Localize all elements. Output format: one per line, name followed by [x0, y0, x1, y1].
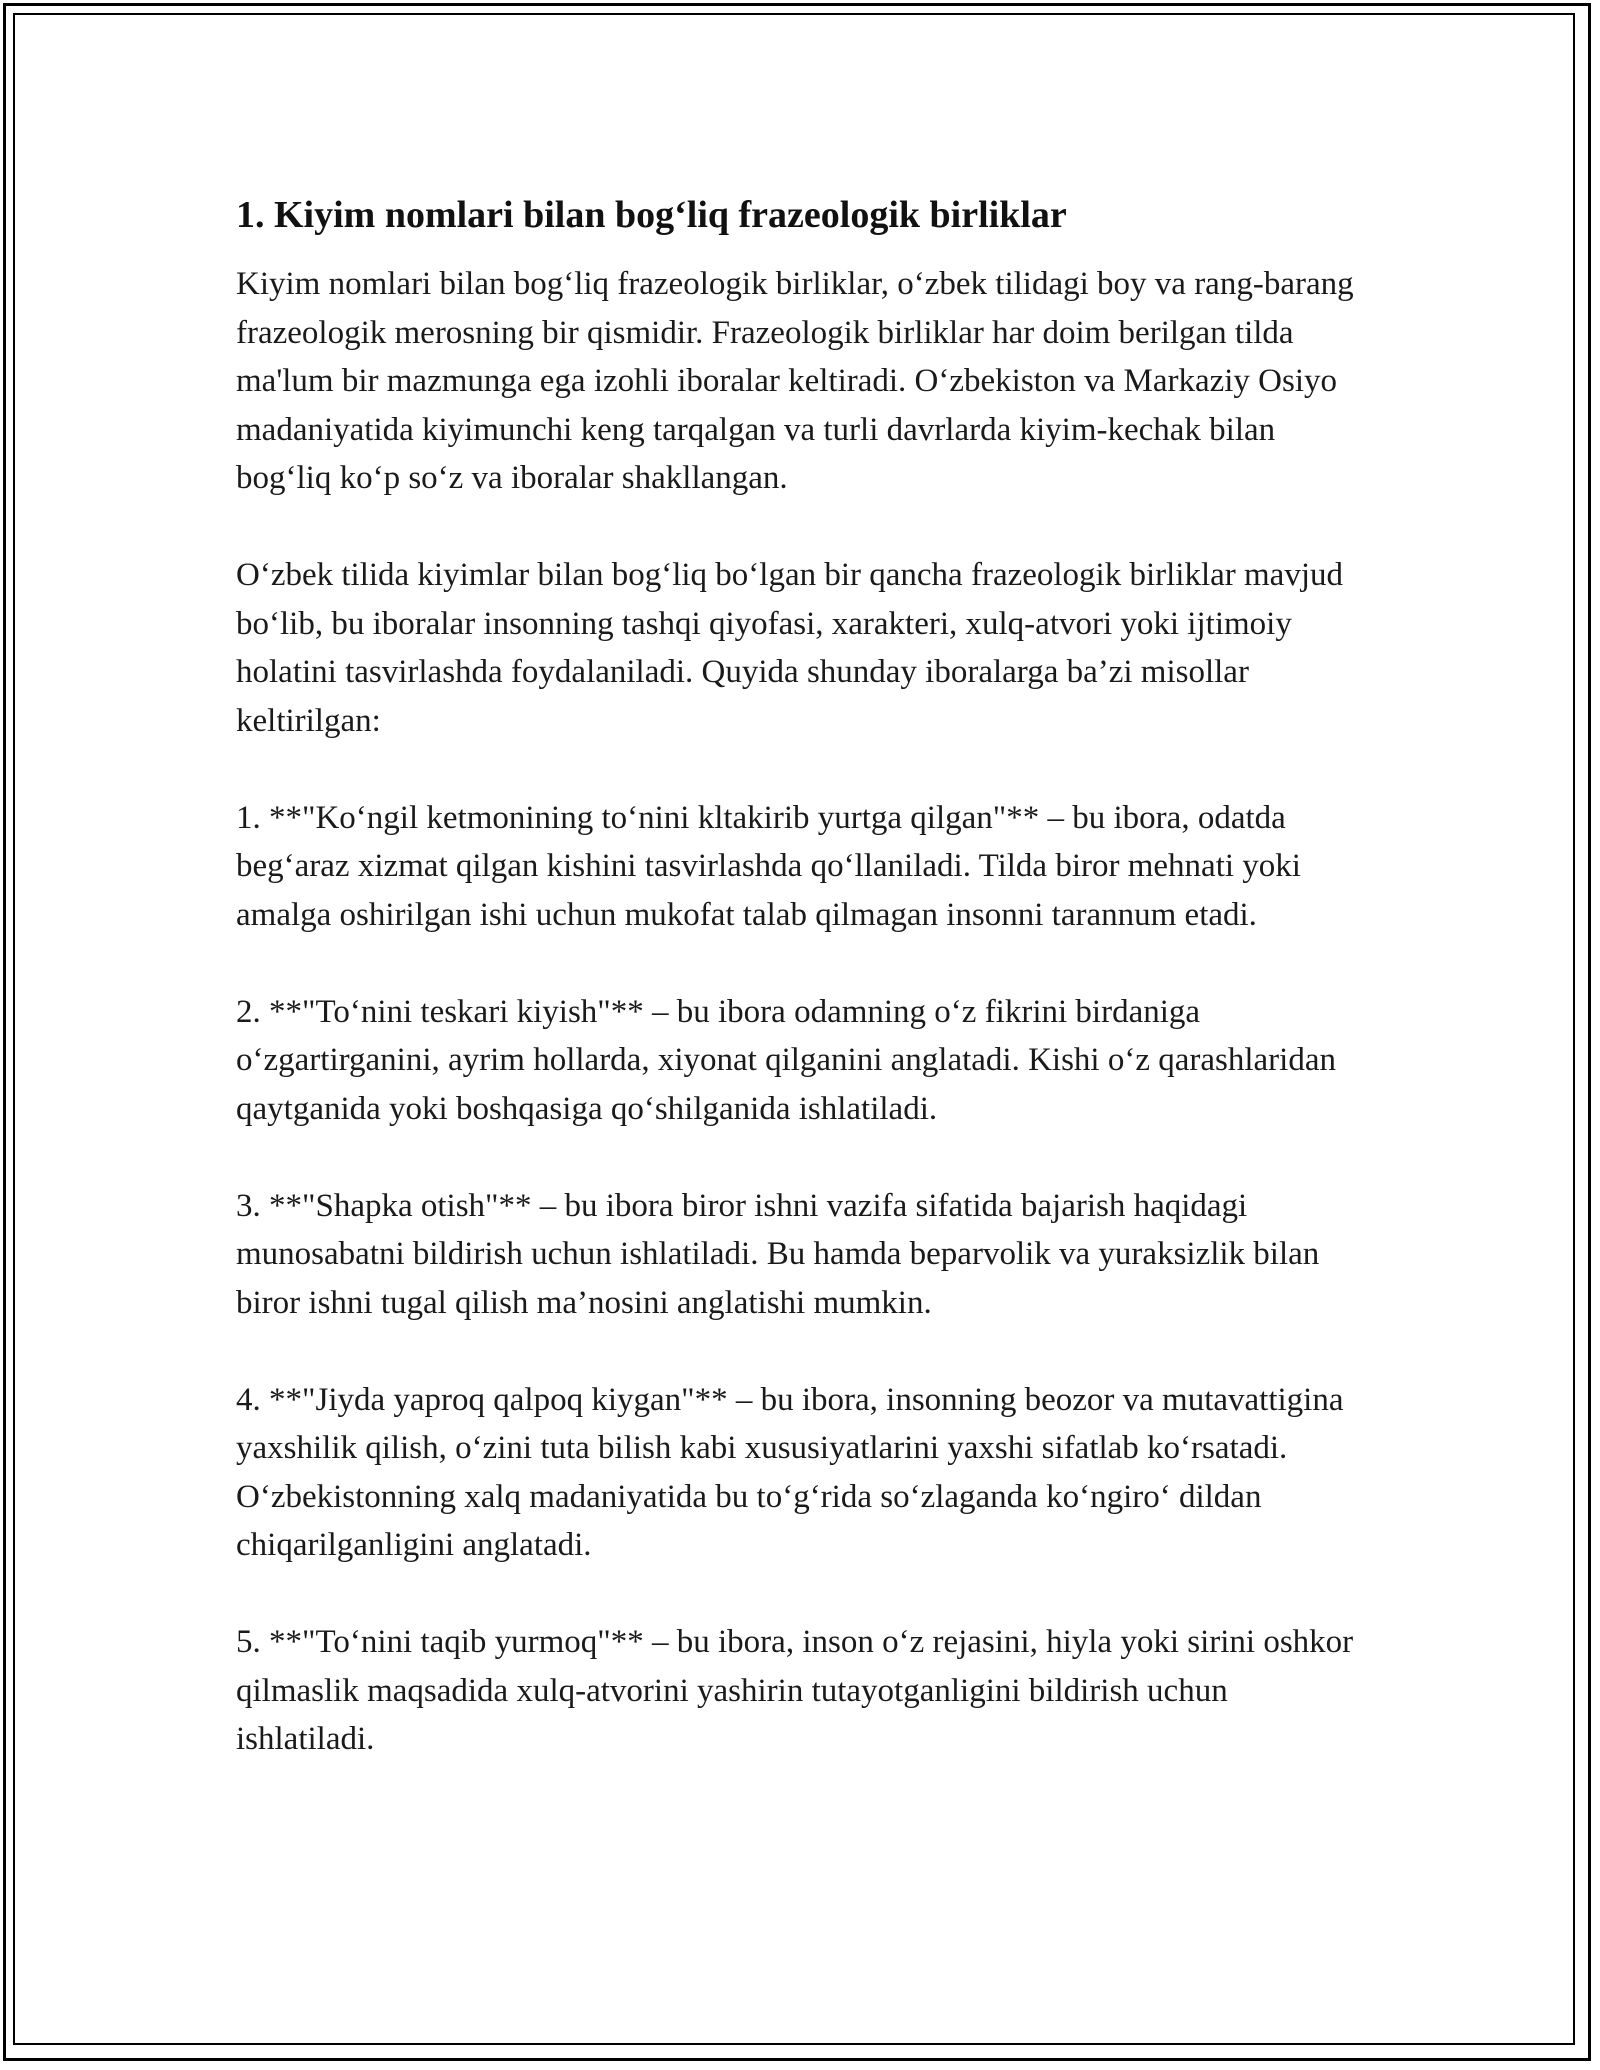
- section-heading: 1. Kiyim nomlari bilan bog‘liq frazeologik birliklar: [236, 194, 1067, 236]
- example-item-5: 5. **"To‘nini taqib yurmoq"** – bu ibora, inson o‘z rejasini, hiyla yoki sirini oshkor qilmaslik maqsadida xulq-atvorini yashirin tutayotganligini bildirish uchun ishlatiladi.: [236, 1624, 1354, 1757]
- document-body: [236, 188, 1366, 1812]
- example-item-3: 3. **"Shapka otish"** – bu ibora biror ishni vazifa sifatida bajarish haqidagi munosabatni bildirish uchun ishlatiladi. Bu hamda beparvolik va yuraksizlik bilan biror ishni tugal qilish ma’nosini anglatishi mumkin.: [236, 1187, 1320, 1321]
- overview-paragraph: O‘zbek tilida kiyimlar bilan bog‘liq bo‘lgan bir qancha frazeologik birliklar mavjud bo‘lib, bu iboralar insonning tashqi qiyofasi, xarakteri, xulq-atvori yoki ijtimoiy holatini tasvirlashda foydalaniladi. Quyida shunday iboralarga ba’zi misollar keltirilgan:: [236, 557, 1343, 739]
- intro-paragraph: Kiyim nomlari bilan bog‘liq frazeologik birliklar, o‘zbek tilidagi boy va rang-barang frazeologik merosning bir qismidir. Frazeologik birliklar har doim berilgan tilda ma'lum bir mazmunga ega izohli iboralar keltiradi. O‘zbekiston va Markaziy Osiyo madaniyatida kiyimunchi keng tarqalgan va turli davrlarda kiyim-kechak bilan bog‘liq ko‘p so‘z va iboralar shakllangan.: [236, 266, 1354, 496]
- example-item-4: 4. **"Jiyda yaproq qalpoq kiygan"** – bu ibora, insonning beozor va mutavattigina yaxshilik qilish, o‘zini tuta bilish kabi xususiyatlarini yaxshi sifatlab ko‘rsatadi. O‘zbekistonning xalq madaniyatida bu to‘g‘rida so‘zlaganda ko‘ngiro‘ dildan chiqarilganligini anglatadi.: [236, 1381, 1344, 1563]
- example-item-2: 2. **"To‘nini teskari kiyish"** – bu ibora odamning o‘z fikrini birdaniga o‘zgartirganini, ayrim hollarda, xiyonat qilganini anglatadi. Kishi o‘z qarashlaridan qaytganida yoki boshqasiga qo‘shilganida ishlatiladi.: [236, 993, 1336, 1127]
- example-item-1: 1. **"Ko‘ngil ketmonining to‘nini kltakirib yurtga qilgan"** – bu ibora, odatda beg‘araz xizmat qilgan kishini tasvirlashda qo‘llaniladi. Tilda biror mehnati yoki amalga oshirilgan ishi uchun mukofat talab qilmagan insonni tarannum etadi.: [236, 799, 1301, 933]
